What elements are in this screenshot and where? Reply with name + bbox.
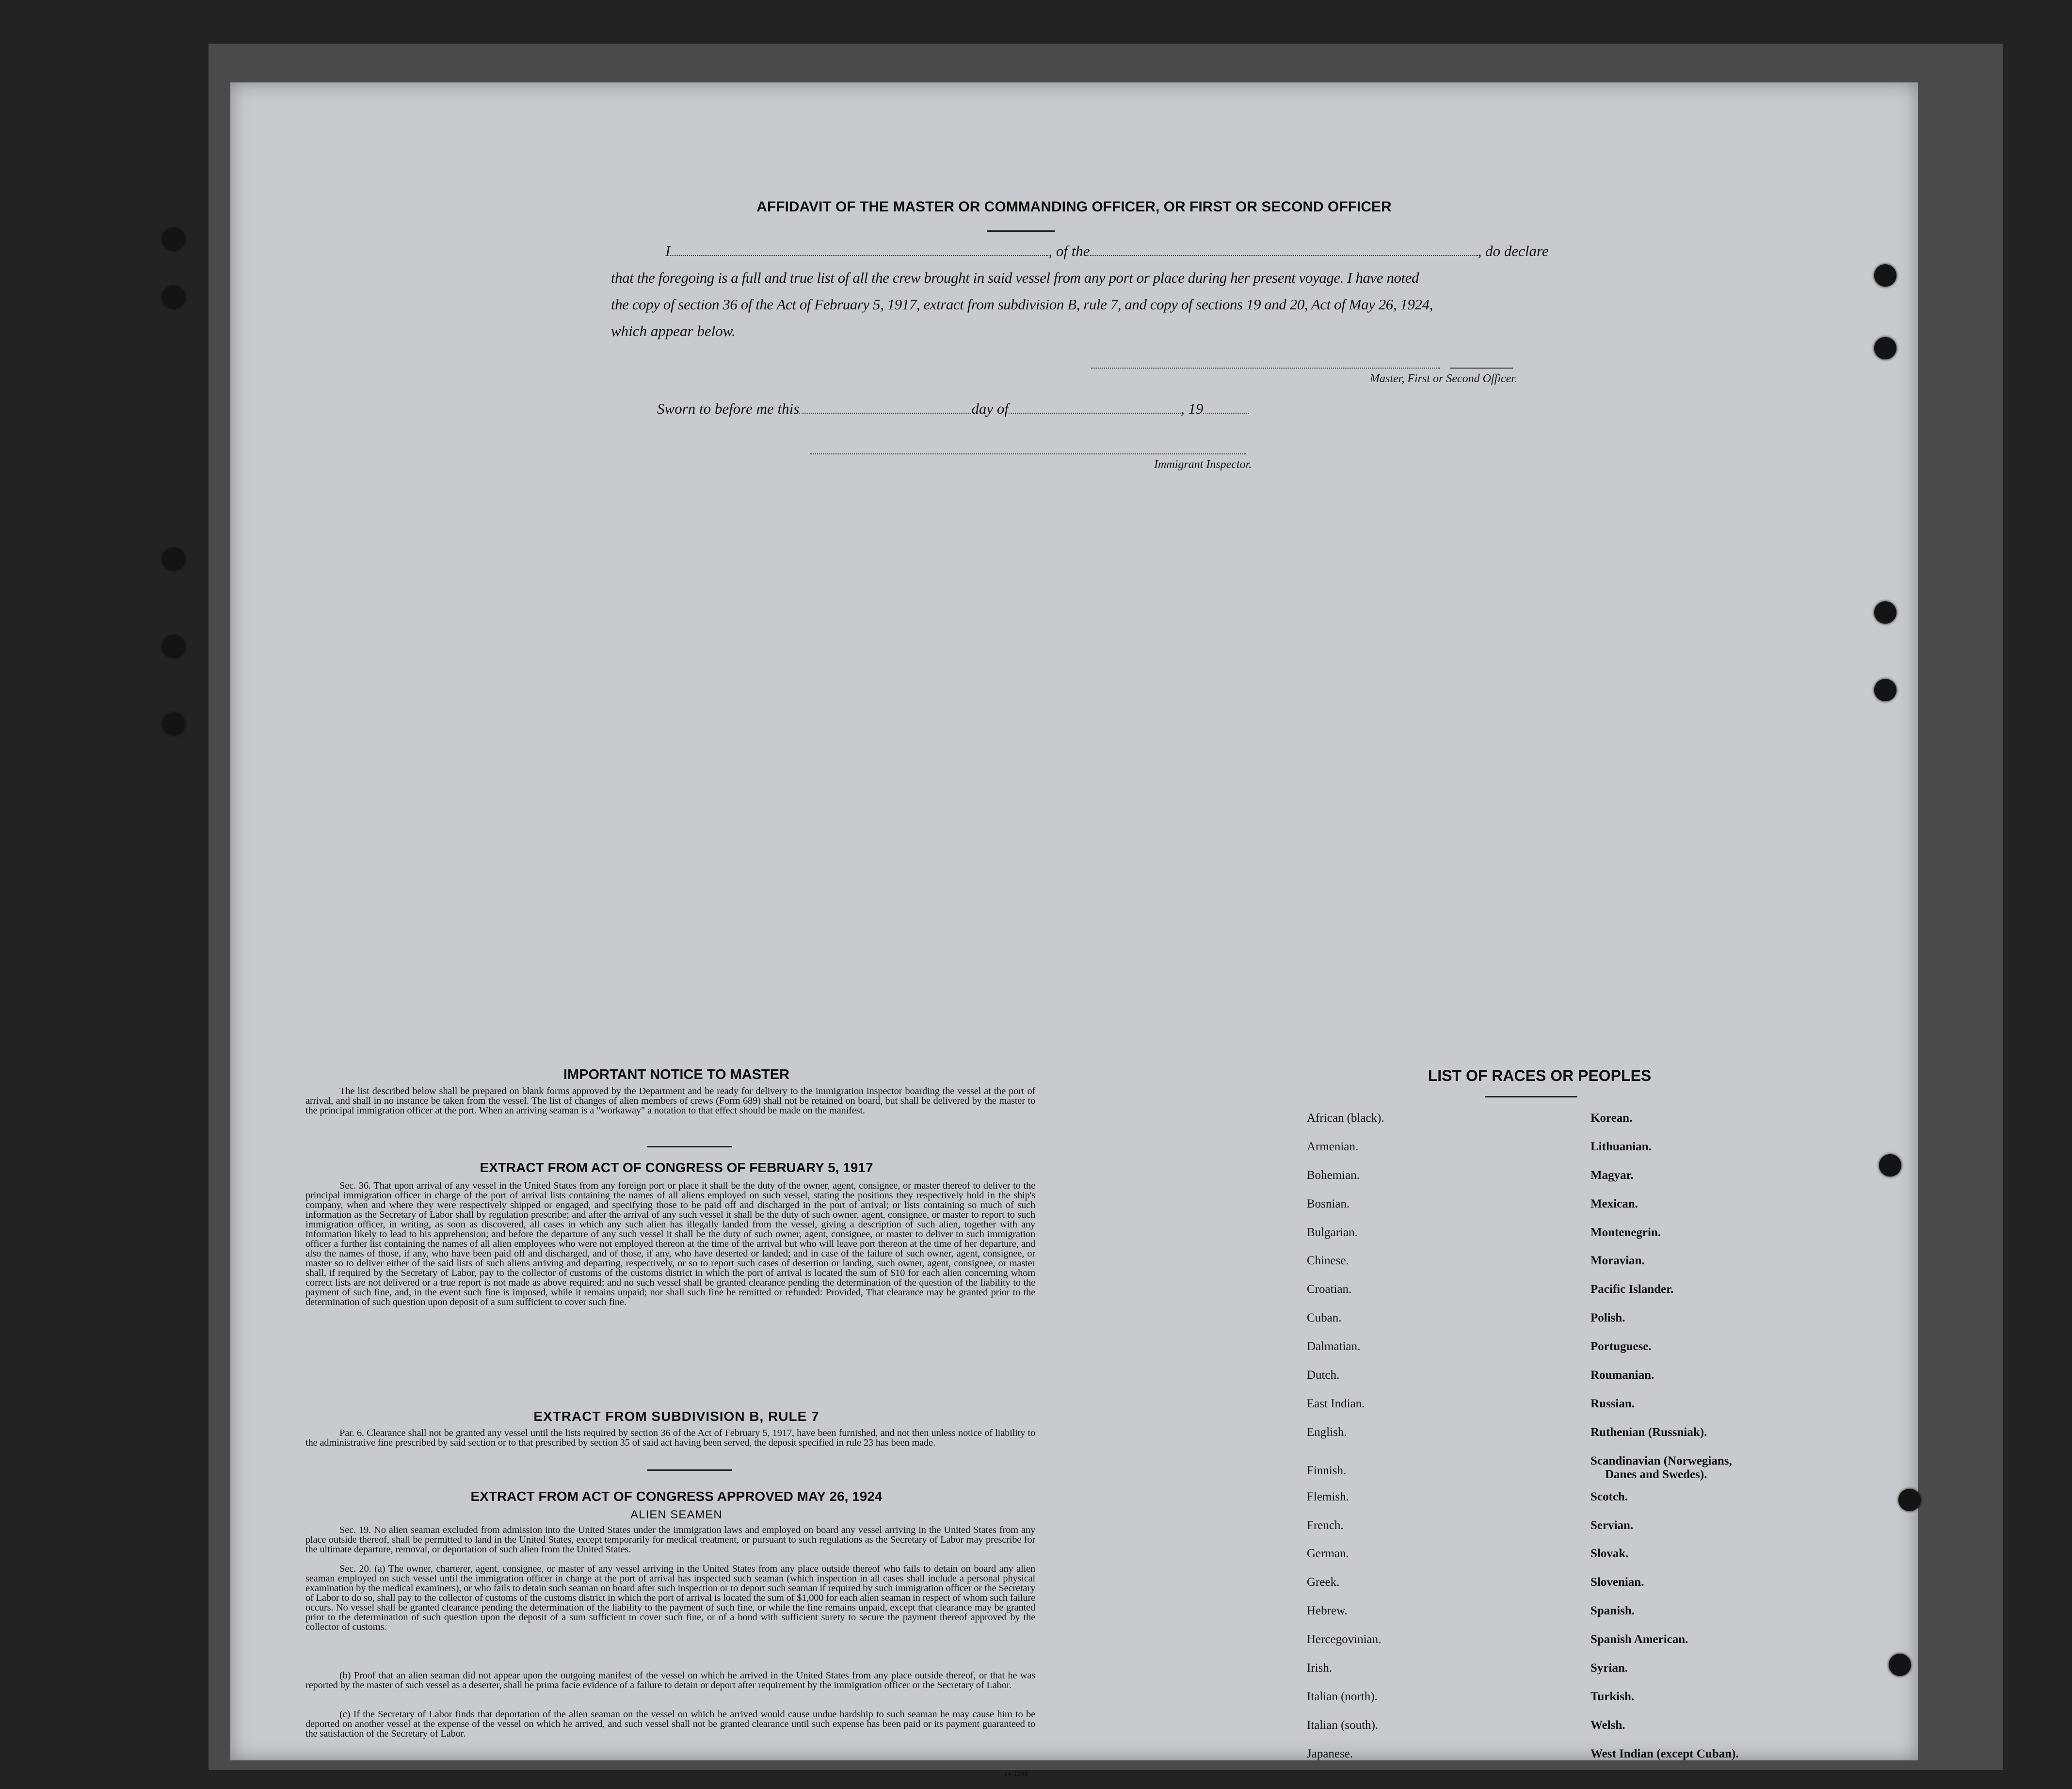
race-item: Polish. bbox=[1590, 1311, 1625, 1325]
sec20b-text: (b) Proof that an alien seaman did not appear upon the outgoing manifest of the vessel on which he arrived in the United States from any place outside thereof, or that he was reported by the master of such vessel as a deserter, shall be prima facie evidence of a failure to detain or deport after requirement by the immigration officer or the Secretary of Labor. bbox=[305, 1670, 1035, 1691]
race-item: Greek. bbox=[1307, 1576, 1340, 1589]
race-item: Bosnian. bbox=[1307, 1197, 1350, 1210]
notice-title: IMPORTANT NOTICE TO MASTER bbox=[563, 1067, 790, 1082]
race-item: Roumanian. bbox=[1590, 1369, 1654, 1382]
extract-1924-title: EXTRACT FROM ACT OF CONGRESS APPROVED MAY 26, 1924 bbox=[470, 1489, 883, 1504]
race-item: Portuguese. bbox=[1590, 1340, 1652, 1354]
race-item: Finnish. bbox=[1307, 1464, 1347, 1477]
declarant-prefix: I bbox=[665, 242, 671, 259]
binder-hole bbox=[162, 635, 185, 658]
race-item: Welsh. bbox=[1590, 1718, 1625, 1732]
sworn-year-field[interactable] bbox=[1203, 401, 1249, 414]
extract-rule7-title: EXTRACT FROM SUBDIVISION B, RULE 7 bbox=[533, 1409, 819, 1424]
race-item: Syrian. bbox=[1590, 1661, 1628, 1675]
race-item: Hebrew. bbox=[1307, 1604, 1348, 1618]
race-item: Flemish. bbox=[1307, 1490, 1349, 1503]
document-page bbox=[230, 82, 1918, 1778]
binder-hole bbox=[162, 286, 185, 308]
binder-hole bbox=[1874, 601, 1896, 624]
race-item: Korean. bbox=[1590, 1112, 1633, 1125]
affidavit-body-line: the copy of section 36 of the Act of February 5, 1917, extract from subdivision B, rule 7, and copy of sections 19 and 20, Act of May 26, 1924, bbox=[611, 296, 1433, 313]
binder-hole bbox=[1874, 264, 1896, 287]
race-item-continuation: Danes and Swedes). bbox=[1605, 1467, 1707, 1481]
affidavit-title: AFFIDAVIT OF THE MASTER OR COMMANDING OFFICER, OR FIRST OR SECOND OFFICER bbox=[756, 199, 1392, 215]
race-item: Croatian. bbox=[1307, 1283, 1352, 1296]
declare-suffix: , do declare bbox=[1478, 242, 1549, 259]
binder-hole bbox=[1874, 337, 1896, 359]
signature-label: Master, First or Second Officer. bbox=[1370, 372, 1517, 385]
race-item: Servian. bbox=[1590, 1518, 1634, 1532]
binder-hole bbox=[162, 228, 185, 250]
race-item: Bohemian. bbox=[1307, 1168, 1360, 1182]
race-item: Dalmatian. bbox=[1307, 1340, 1361, 1354]
race-item: Irish. bbox=[1307, 1661, 1333, 1675]
race-item: French. bbox=[1307, 1518, 1344, 1532]
notice-text: The list described below shall be prepared on blank forms approved by the Department and be ready for delivery to the immigration inspector boarding the vessel at the port of arrival, and shall in no instance be taken from the vessel. The list of changes of alien members of crews (Form 689) shall not be retained on board, but shall be delivered by the master to the principal immigration officer at the port. When an arriving seaman is a "workaway" a notation to that effect should be made on the manifest. bbox=[305, 1086, 1035, 1116]
race-item: Slovenian. bbox=[1590, 1576, 1644, 1589]
divider bbox=[1485, 1096, 1577, 1097]
races-column-b bbox=[1590, 1112, 1739, 1776]
race-item: Pacific Islander. bbox=[1590, 1283, 1674, 1296]
race-item: East Indian. bbox=[1307, 1397, 1365, 1410]
sworn-line bbox=[657, 400, 1249, 418]
binder-hole bbox=[162, 548, 185, 570]
race-item: Montenegrin. bbox=[1590, 1225, 1661, 1239]
race-item: Dutch. bbox=[1307, 1369, 1340, 1382]
binder-hole bbox=[1874, 679, 1896, 701]
race-item: Scotch. bbox=[1590, 1490, 1628, 1503]
races-column-a bbox=[1307, 1112, 1384, 1776]
signature-extension bbox=[1450, 368, 1513, 369]
sworn-year-prefix: , 19 bbox=[1180, 400, 1204, 417]
race-item: African (black). bbox=[1307, 1112, 1384, 1125]
race-item: West Indian (except Cuban). bbox=[1590, 1747, 1739, 1760]
race-item: Hercegovinian. bbox=[1307, 1633, 1381, 1646]
divider bbox=[987, 230, 1055, 232]
race-item: Russian. bbox=[1590, 1397, 1635, 1410]
extract-1917-title: EXTRACT FROM ACT OF CONGRESS OF FEBRUARY 5, 1917 bbox=[480, 1160, 873, 1175]
race-item: Cuban. bbox=[1307, 1311, 1342, 1325]
master-signature-field[interactable] bbox=[1091, 368, 1440, 369]
extract-rule7-text: Par. 6. Clearance shall not be granted any vessel until the lists required by section 36 of the Act of February 5, 1917, have been furnished, and not then unless notice of liability to the administrative fine prescribed by said section or to that prescribed by section 35 of said act having been served, the deposit specified in rule 23 has been made. bbox=[305, 1428, 1035, 1448]
race-item: English. bbox=[1307, 1425, 1347, 1439]
inspector-signature-field[interactable] bbox=[810, 453, 1246, 454]
race-item: Moravian. bbox=[1590, 1254, 1645, 1268]
binder-hole bbox=[1889, 1654, 1911, 1676]
affidavit-declaration-line bbox=[665, 242, 1549, 260]
race-item: Mexican. bbox=[1590, 1197, 1638, 1210]
race-item: Chinese. bbox=[1307, 1254, 1349, 1268]
race-item-line: Scandinavian (Norwegians, bbox=[1590, 1454, 1732, 1467]
sworn-day-field[interactable] bbox=[799, 401, 971, 414]
race-item: Slovak. bbox=[1590, 1547, 1629, 1561]
race-item: Lithuanian. bbox=[1590, 1140, 1652, 1153]
race-item: Italian (north). bbox=[1307, 1690, 1378, 1703]
affidavit-body-line: that the foregoing is a full and true list of all the crew brought in said vessel from any port or place during her present voyage. I have noted bbox=[611, 269, 1419, 286]
race-item: Japanese. bbox=[1307, 1747, 1353, 1760]
binder-hole bbox=[1879, 1154, 1901, 1177]
race-item: Turkish. bbox=[1590, 1690, 1635, 1703]
race-item: Magyar. bbox=[1590, 1168, 1634, 1182]
race-item: Bulgarian. bbox=[1307, 1225, 1358, 1239]
sec20c-text: (c) If the Secretary of Labor finds that deportation of the alien seaman on the vessel on which he arrived would cause undue hardship to such seaman he may cause him to be deported on another vessel at the expense of the vessel on which he arrived, and such vessel shall not be granted clearance until such expense has been paid or its payment guaranteed to the satisfaction of the Secretary of Labor. bbox=[305, 1709, 1035, 1739]
race-item: Spanish. bbox=[1590, 1604, 1635, 1618]
race-item: Spanish American. bbox=[1590, 1633, 1688, 1646]
race-item: Ruthenian (Russniak). bbox=[1590, 1425, 1707, 1439]
divider bbox=[647, 1469, 732, 1471]
extract-1917-text: Sec. 36. That upon arrival of any vessel in the United States from any foreign port or place it shall be the duty of the owner, agent, consignee, or master thereof to deliver to the principal immigration officer in charge of the port of arrival lists containing the names of all aliens employed on such vessel, stating the positions they respectively hold in the ship's company, when and where they were respectively shipped or engaged, and specifying those to be paid off and discharged in the port of arrival; or lists containing so much of such information as the Secretary of Labor shall by regulation prescribe; and after the arrival of any such vessel it shall be the duty of such owner, agent, consignee, or master to report to such immigration officer, in writing, as soon as discovered, all cases in which any such alien has illegally landed from the vessel, giving a description of such alien, together with any information likely to lead to his apprehension; and before the departure of any such vessel it shall be the duty of such owner, agent, consignee, or master to deliver to such immigration officer a further list containing the names of all alien employees who were not employed thereon at the time of the arrival but who will leave port thereon at the time of her departure, and also the names of those, if any, who have been paid off and discharged, and of those, if any, who have deserted or landed; and in case of the failure of such owner, agent, consignee, or master so to deliver either of the said lists of such aliens arriving and departing, respectively, or so to report such cases of desertion or landing, such owner, agent, consignee, or master shall, if required by the Secretary of Labor, pay to the collector of customs of the customs district in which the port of arrival is located the sum of $10 for each alien concerning whom correct lists are not delivered or a true report is not made as above required; and no such vessel shall be granted clearance pending the determination of the question of the liability to the payment of such fine, and, in the event such fine is imposed, while it remains unpaid; nor shall such fine be remitted or refunded: Provided, That clearance may be granted prior to the determination of such question upon deposit of a sum sufficient to cover such fine. bbox=[305, 1180, 1035, 1307]
form-number: 14-1240 bbox=[1004, 1770, 1028, 1778]
race-item: Armenian. bbox=[1307, 1140, 1359, 1153]
sworn-prefix: Sworn to before me this bbox=[657, 400, 800, 417]
divider bbox=[647, 1146, 732, 1147]
declarant-name-field[interactable] bbox=[670, 243, 1048, 256]
vessel-prefix: , of the bbox=[1048, 242, 1090, 259]
affidavit-body-line: which appear below. bbox=[611, 322, 736, 339]
sec20a-text: Sec. 20. (a) The owner, charterer, agent, consignee, or master of any vessel arriving in the United States from any place outside thereof who fails to detain on board any alien seaman employed on such vessel until the immigration officer in charge at the port of arrival has inspected such seaman (which inspection in all cases shall include a personal physical examination by the medical examiners), or who fails to detain such seaman on board after such inspection or to deport such seaman if required by such immigration officer or the Secretary of Labor to do so, shall pay to the collector of customs of the customs district in which the port of arrival is located the sum of $1,000 for each alien seaman in respect of whom such failure occurs. No vessel shall be granted clearance pending the determination of the liability to the payment of such fine, or while the fine remains unpaid, except that clearance may be granted prior to the determination of such question upon the deposit of a sum sufficient to cover such fine, or of a bond with sufficient surety to secure the payment thereof approved by the collector of customs. bbox=[305, 1563, 1035, 1632]
races-title: LIST OF RACES OR PEOPLES bbox=[1428, 1067, 1652, 1084]
race-item-scandinavian bbox=[1590, 1454, 1739, 1490]
sworn-month-prefix: day of bbox=[971, 400, 1009, 417]
binder-hole bbox=[1898, 1489, 1921, 1511]
race-item: Italian (south). bbox=[1307, 1718, 1379, 1732]
sec19-text: Sec. 19. No alien seaman excluded from admission into the United States under the immigration laws and employed on board any vessel arriving in the United States from any place outside thereof, shall be permitted to land in the United States, except temporarily for medical treatment, or pursuant to such regulations as the Secretary of Labor may prescribe for the ultimate departure, removal, or deportation of such alien from the United States. bbox=[305, 1525, 1035, 1555]
binder-hole bbox=[162, 713, 185, 735]
sworn-month-field[interactable] bbox=[1009, 401, 1181, 414]
race-item: German. bbox=[1307, 1547, 1349, 1561]
inspector-label: Immigrant Inspector. bbox=[1154, 458, 1252, 471]
vessel-name-field[interactable] bbox=[1090, 243, 1478, 256]
alien-seamen-subtitle: ALIEN SEAMEN bbox=[630, 1508, 723, 1521]
